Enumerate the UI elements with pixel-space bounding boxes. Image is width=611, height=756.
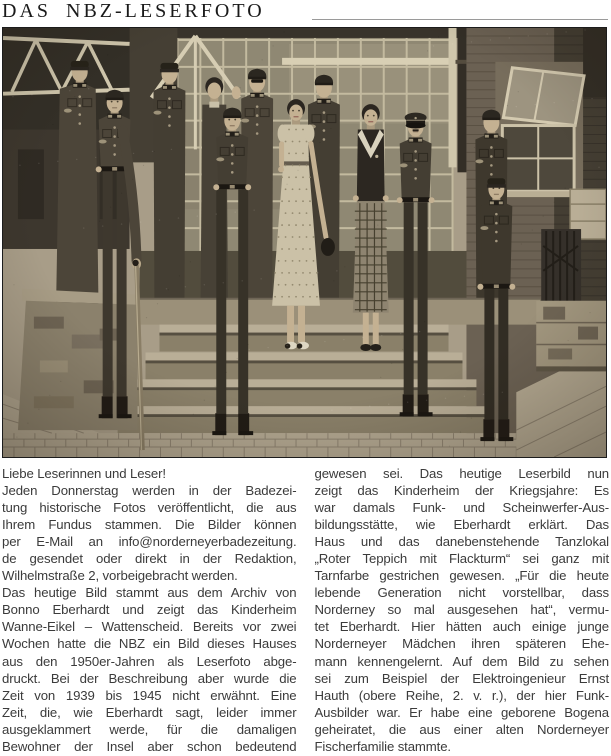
article-line: ausgeklammert werde, für die damaligen	[2, 721, 297, 737]
article-column-right	[315, 465, 610, 755]
article-line: Hauth (obere Reihe, 2. v. r.), der hier Funk-	[314, 687, 609, 703]
article-line: war damals Funk- und Scheinwerfer-Aus-	[314, 500, 609, 516]
article-line: Norderneyer Mädchen ihren späteren Ehe-	[314, 636, 609, 652]
article-line: Das heutige Bild stammt aus dem Archiv von	[2, 585, 297, 601]
article-line: mann kennengelernt. Auf dem Bild zu sehen	[314, 653, 609, 669]
article-line: Liebe Leserinnen und Leser!	[2, 466, 166, 481]
article-line: Bewohner der Insel aber schon bedeutend	[2, 738, 297, 754]
article-line: gewesen sei. Das heutige Leserbild nun	[314, 466, 609, 481]
article-line: Zeit, die, wie Eberhardt sagt, leider immer	[2, 704, 297, 720]
title-rule	[312, 19, 608, 20]
article-line: Zeit von 1939 bis 1945 nicht erwähnt. Eine	[2, 687, 297, 703]
article-line: tet Eberhardt. Hier hätten auch einige junge	[314, 619, 609, 635]
article-line: Ihrem Fundus stammen. Die Bilder können	[2, 517, 297, 533]
article-line: Wanne-Eikel – Wattenscheid. Bereits vor zwei	[2, 619, 297, 635]
article-line: per E-Mail an info@norderneyerbadezeitung.	[2, 534, 297, 550]
article-line: Bonno Eberhardt und zeigt das Kinderheim	[2, 602, 297, 618]
article-line: aus den 1950er-Jahren als Leserfoto abge-	[2, 653, 297, 669]
article-line: Jeden Donnerstag werden in der Badezei-	[2, 483, 297, 499]
article-line: Ausbilder war. Er habe eine geborene Bogena	[314, 704, 609, 720]
article-line: de gesendet oder direkt in der Redaktion,	[2, 551, 297, 567]
article-column-left	[2, 465, 297, 755]
article-line: druckt. Bei der Beschreibung aber wurde die	[2, 670, 297, 686]
article-line: tung historische Fotos veröffentlicht, die aus	[2, 500, 297, 516]
photo-svg	[3, 28, 606, 457]
article-line: Norderney so mal ausgesehen hat“, vermu-	[314, 602, 609, 618]
article-line: lebende Generation nicht vorstellbar, dass	[314, 585, 609, 601]
article-line: „Roter Teppich mit Flackturm“ sei ganz mit	[314, 551, 609, 567]
article-line: geheiratet, die aus einer alten Norderneyer	[314, 721, 609, 737]
article-line: Fischerfamilie stammte.	[314, 738, 451, 754]
article-columns	[2, 465, 609, 755]
leserfoto-photo	[2, 27, 607, 458]
article-line: Wilhelmstraße 2, vorbeigebracht werden.	[2, 568, 238, 584]
article-line: zeigt das Kinderheim der Kriegsjahre: Es	[314, 483, 609, 499]
article-line: Haus und das danebenstehende Tanzlokal	[314, 534, 609, 550]
article-line: sei zum Beispiel der Elektroingenieur Ernst	[314, 670, 609, 686]
article-line: Tarnfarbe gestrichen gewesen. „Für die heute	[314, 568, 609, 584]
article-line: Wochen hatte die NBZ ein Bild dieses Hauses	[2, 636, 297, 652]
article-line: bildungsstätte, wie Eberhardt erklärt. Das	[314, 517, 609, 533]
page-title: DAS NBZ-LESERFOTO	[2, 0, 265, 22]
